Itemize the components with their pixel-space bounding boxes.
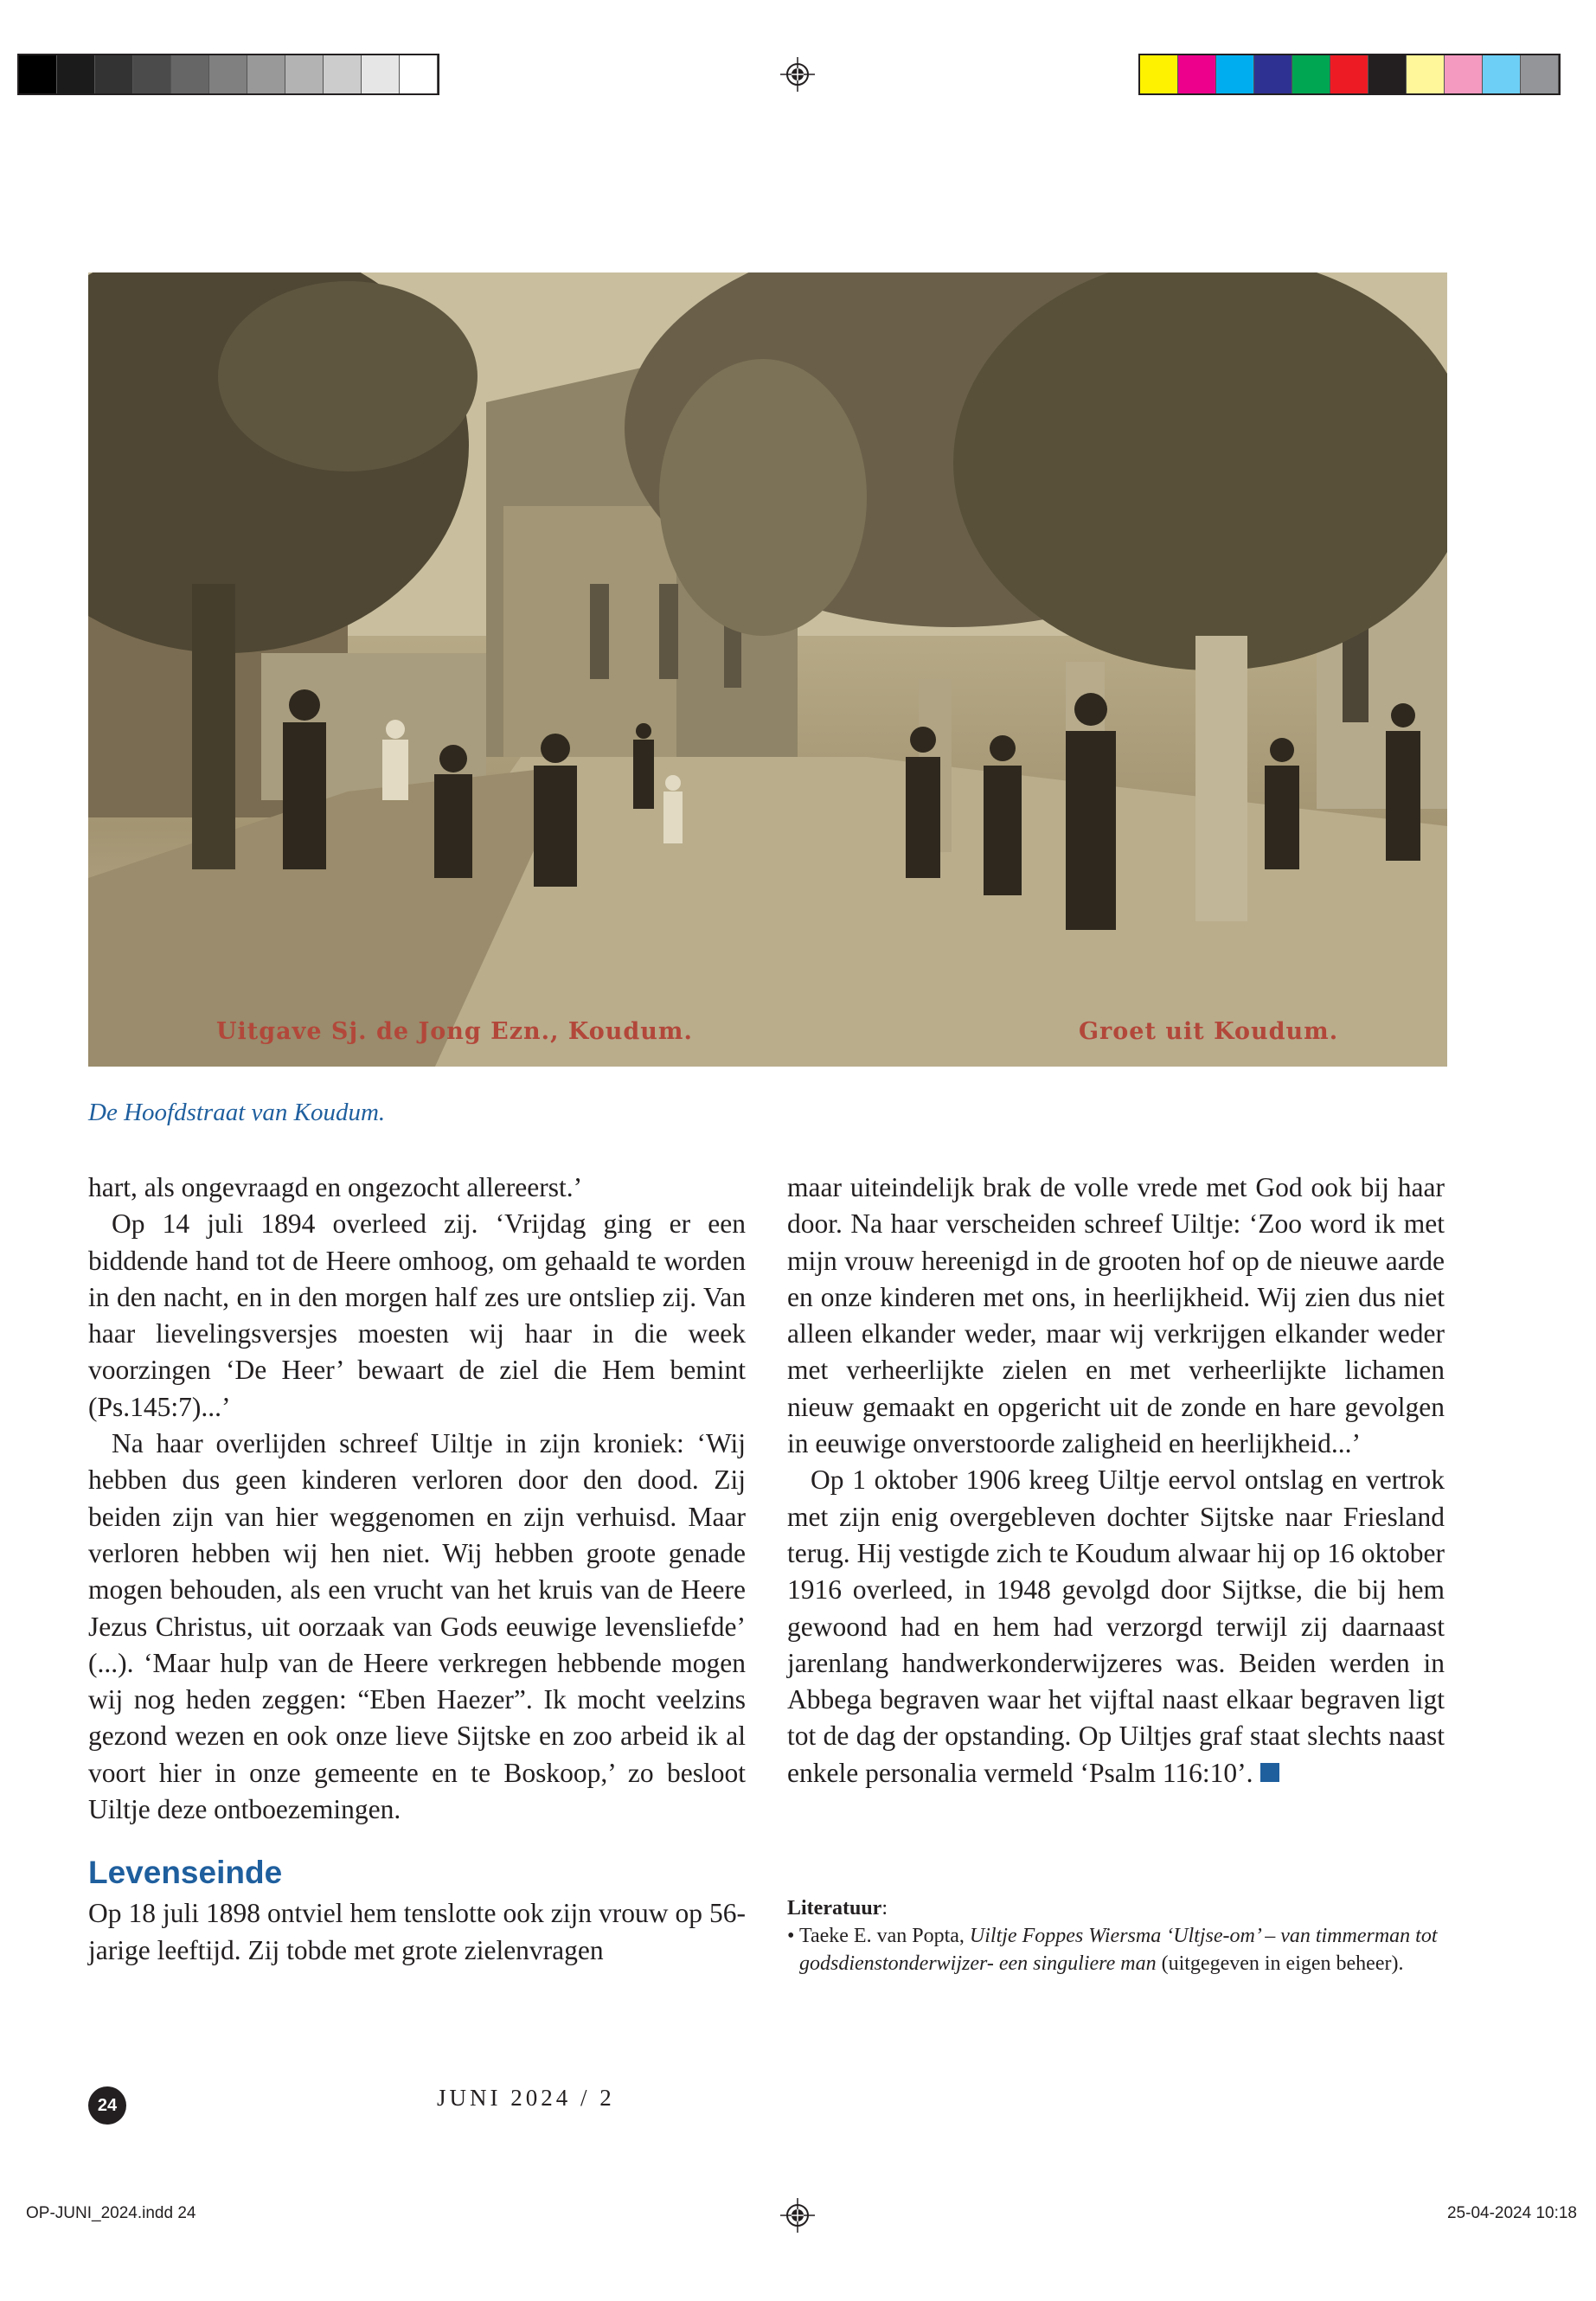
section-heading: Levenseinde [88, 1855, 283, 1891]
grayscale-color-bar [17, 54, 439, 95]
gray-swatch [171, 55, 209, 93]
paragraph: maar uiteindelijk brak de volle vrede met God ook bij haar door. Na haar verscheiden schreef Uiltje: ‘Zoo word ik met mijn vrouw hereenigd in de grooten hof op de nieuwe aarde en onze kinderen met ons, in heerlijkheid. Wij zien dus niet alleen elkander weder, maar wij verkrijgen elkander weder met verheerlijkte zielen en met verheerlijkte lichamen nieuw gemaakt en opgericht uit de zonde en hare gevolgen in eeuwige onverstoorde zaligheid en heerlijkheid...’ [787, 1172, 1445, 1459]
color-swatch [1216, 55, 1254, 93]
color-swatch [1254, 55, 1292, 93]
paragraph: Op 14 juli 1894 overleed zij. ‘Vrijdag ging er een biddende hand tot de Heere omhoog, om gehaald te worden in den nacht, en in den morgen half zes ure ontsliep zij. Van haar lievelingsversjes moesten wij haar in die week voorzingen ‘De Heer’ bewaart de ziel die Hem bemint (Ps.145:7)...’ [88, 1208, 746, 1422]
registration-mark-icon [780, 57, 815, 96]
gray-swatch [247, 55, 285, 93]
photo-greeting-label: Groet uit Koudum. [1079, 1018, 1339, 1045]
gray-swatch [324, 55, 362, 93]
color-swatch [1140, 55, 1178, 93]
paragraph: Na haar overlijden schreef Uiltje in zijn kroniek: ‘Wij hebben dus geen kinderen verloren door den dood. Zij beiden zijn van hier weggenomen en zijn verhuisd. Maar verloren hebben wij hen niet. Wij hebben groote genade mogen behouden, als een vrucht van het kruis van de Heere Jezus Christus, uit oorzaak van Gods eeuwige levensliefde’ (...). ‘Maar hulp van de Heere verkregen hebbende mogen wij nog heden zeggen: “Eben Haezer”. Ik mocht veelzins gezond wezen en ook onze lieve Sijtske en zoo arbeid ik al voort hier in onze gemeente en te Boskoop,’ zo besloot Uiltje deze ontboezemingen. [88, 1428, 746, 1825]
color-swatch [1521, 55, 1559, 93]
gray-swatch [57, 55, 95, 93]
literature-title-colon: : [881, 1897, 888, 1920]
paragraph: Op 18 juli 1898 ontviel hem tenslotte ook zijn vrouw op 56-jarige leeftijd. Zij tobde met grote zielenvragen [88, 1898, 746, 1965]
color-swatch [1445, 55, 1483, 93]
issue-label: JUNI 2024 / 2 [437, 2085, 615, 2111]
gray-swatch [400, 55, 438, 93]
photo-illustration [88, 272, 1447, 1067]
process-color-bar [1138, 54, 1561, 95]
gray-swatch [19, 55, 57, 93]
registration-mark-icon [780, 2198, 815, 2237]
literature-publication-note: (uitgegeven in eigen beheer). [1161, 1952, 1404, 1975]
gray-swatch [285, 55, 324, 93]
slug-filename: OP-JUNI_2024.indd 24 [26, 2204, 196, 2222]
left-text-column [88, 1170, 746, 1969]
bullet: • [787, 1925, 795, 1947]
color-swatch [1368, 55, 1407, 93]
photo-publisher-label: Uitgave Sj. de Jong Ezn., Koudum. [216, 1018, 693, 1045]
literature-note [787, 1894, 1445, 1977]
gray-swatch [133, 55, 171, 93]
color-swatch [1483, 55, 1521, 93]
color-swatch [1178, 55, 1216, 93]
color-swatch [1330, 55, 1368, 93]
paragraph [787, 1462, 1445, 1791]
paragraph: hart, als ongevraagd en ongezocht allereerst.’ [88, 1172, 583, 1202]
literature-author: Taeke E. van Popta, [798, 1925, 965, 1947]
color-swatch [1292, 55, 1330, 93]
photo-caption: De Hoofdstraat van Koudum. [88, 1099, 386, 1126]
literature-item [787, 1922, 1445, 1977]
literature-book-title: Uiltje Foppes Wiersma ‘Ultjse-om’ – van timmerman tot godsdienstonderwijzer- een singuliere man [799, 1925, 1438, 1975]
gray-swatch [209, 55, 247, 93]
end-of-article-icon [1260, 1763, 1279, 1782]
slug-datetime: 25-04-2024 10:18 [1446, 2204, 1577, 2222]
paragraph-text: Op 1 oktober 1906 kreeg Uiltje eervol ontslag en vertrok met zijn enig overgebleven dochter Sijtske naar Friesland terug. Hij vestigde zich te Koudum alwaar hij op 16 oktober 1916 overleed, in 1948 gevolgd door Sijtkse, die bij hem gewoond had en hem had verzorgd terwijl zij daarnaast jarenlang handwerkonderwijzeres was. Beiden werden in Abbega begraven waar het vijftal naast elkaar begraven ligt tot de dag der opstanding. Op Uiltjes graf staat slechts naast enkele personalia vermeld ‘Psalm 116:10’. [787, 1465, 1445, 1788]
historic-street-photo [88, 272, 1447, 1067]
gray-swatch [95, 55, 133, 93]
right-text-column [787, 1170, 1445, 1791]
gray-swatch [362, 55, 400, 93]
page-number-badge: 24 [88, 2086, 126, 2125]
color-swatch [1407, 55, 1445, 93]
literature-title: Literatuur [787, 1897, 882, 1920]
